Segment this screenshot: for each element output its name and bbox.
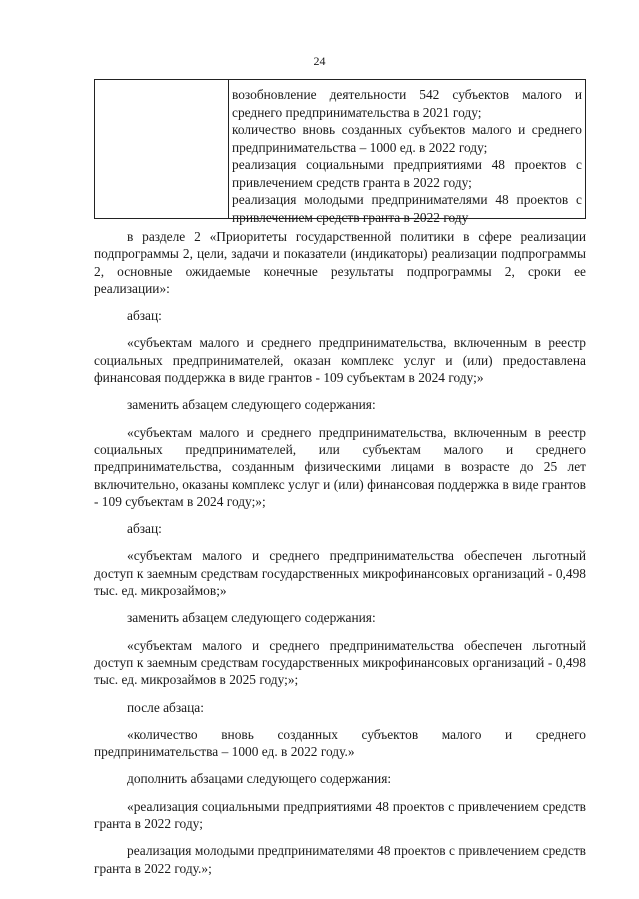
page-number: 24 [313,54,326,68]
paragraph: после абзаца: [127,699,204,715]
paragraph: «субъектам малого и среднего предпринимательства, включенным в реестр социальных предпринимателей, оказан комплекс услуг и (или) предоставлена финансовая поддержка в виде грантов - 109 субъектам в 2024 году;» [94,335,586,386]
paragraph: заменить абзацем следующего содержания: [127,610,376,626]
paragraph: «субъектам малого и среднего предпринимательства обеспечен льготный доступ к заемным средствам государственных микрофинансовых организаций - 0,498 тыс. ед. микрозаймов в 2025 году;»; [94,637,586,688]
table-line: количество вновь созданных субъектов малого и среднего предпринимательства – 1000 ед. в 2022 году; [232,122,582,155]
paragraph: абзац: [127,521,162,537]
paragraph: дополнить абзацами следующего содержания: [127,771,392,787]
paragraph: «субъектам малого и среднего предпринимательства обеспечен льготный доступ к заемным средствам государственных микрофинансовых организаций - 0,498 тыс. ед. микрозаймов;» [94,548,586,599]
table-line: реализация молодыми предпринимателями 48 проектов с привлечением средств гранта в 2022 году [232,192,582,225]
paragraph: реализация молодыми предпринимателями 48 проектов с привлечением средств гранта в 2022 году.»; [94,843,586,876]
paragraph: заменить абзацем следующего содержания: [127,397,376,413]
table-cell-results [229,80,585,225]
paragraph: «количество вновь созданных субъектов малого и среднего предпринимательства – 1000 ед. в 2022 году.» [94,726,586,760]
paragraph: абзац: [127,308,162,324]
indicators-table [94,79,586,225]
table-line: реализация социальными предприятиями 48 проектов с привлечением средств гранта в 2022 году; [232,157,582,190]
paragraph: «субъектам малого и среднего предпринимательства, включенным в реестр социальных предпринимателей, или субъектам малого и среднего предпринимательства, созданным физическими лицами в возрасте до 25 лет включительно, оказаны комплекс услуг и (или) финансовая поддержка в виде грантов - 109 субъектам в 2024 году;»; [94,424,586,509]
paragraph: «реализация социальными предприятиями 48 проектов с привлечением средств гранта в 2022 году; [94,798,586,832]
table-line: возобновление деятельности 542 субъектов малого и среднего предпринимательства в 2021 году; [232,87,582,120]
table-cell-empty [95,80,229,218]
paragraph: в разделе 2 «Приоритеты государственной политики в сфере реализации подпрограммы 2, цели, задачи и показатели (индикаторы) реализации подпрограммы 2, основные ожидаемые конечные результаты подпрограммы 2, сроки ее реализации»: [94,229,586,296]
document-body [94,228,586,883]
